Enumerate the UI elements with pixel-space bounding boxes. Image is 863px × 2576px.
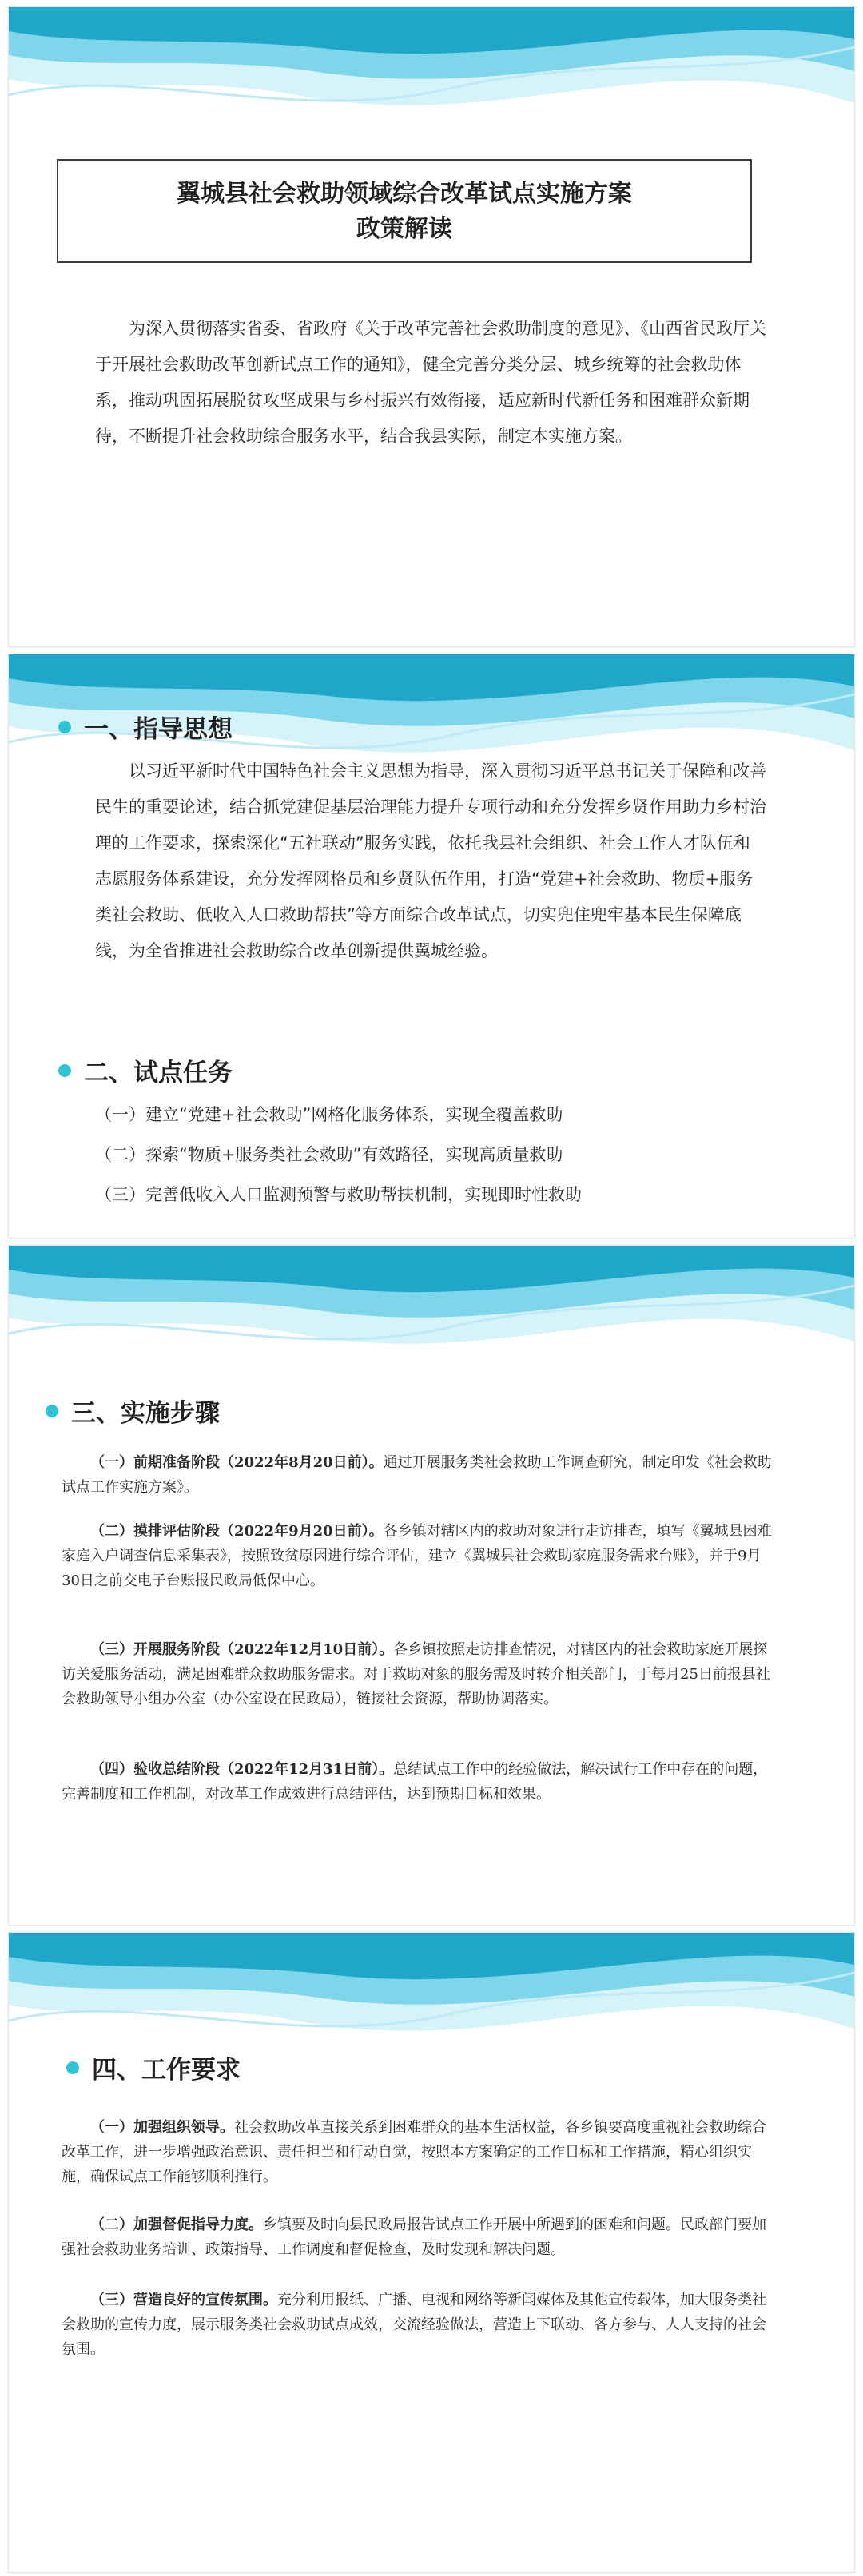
- slide-steps: [8, 1245, 855, 1926]
- task-item-3: （三）完善低收入人口监测预警与救助帮扶机制，实现即时性救助: [95, 1185, 582, 1204]
- wave-banner: [9, 1933, 854, 2053]
- task-item-1: （一）建立“党建+社会救助”网格化服务体系，实现全覆盖救助: [95, 1105, 563, 1124]
- slide-requirements: [8, 1932, 855, 2573]
- slide-intro: [8, 6, 855, 647]
- wave-banner: [9, 1246, 854, 1366]
- title-main: 翼城县社会救助领域综合改革试点实施方案: [177, 180, 632, 208]
- wave-banner: [9, 7, 854, 127]
- section-heading-4: 四、工作要求: [66, 2049, 241, 2085]
- task-item-2: （二）探索“物质+服务类社会救助”有效路径，实现高质量救助: [95, 1145, 563, 1164]
- section-heading-2: 二、试点任务: [58, 1052, 233, 1088]
- step-item-3: （三）开展服务阶段（2022年12月10日前）。各乡镇按照走访排查情况，对辖区内的社会救助家庭开展探访关爱服务活动，满足困难群众救助服务需求。对于救助对象的服务需及时转介相关部门，于每月25日前报县社会救助领导小组办公室（办公室设在民政局），链接社会资源，帮助协调落实。: [62, 1641, 770, 1707]
- slide-guiding: [8, 654, 855, 1238]
- step-item-2: （二）摸排评估阶段（2022年9月20日前）。各乡镇对辖区内的救助对象进行走访排查，填写《翼城县困难家庭入户调查信息采集表》，按照致贫原因进行综合评估，建立《翼城县社会救助家庭服务需求台账》，并于9月30日之前交电子台账报民政局低保中心。: [62, 1523, 772, 1589]
- bullet-dot-icon: [66, 2061, 79, 2074]
- bullet-dot-icon: [46, 1405, 58, 1417]
- requirement-item-2: （二）加强督促指导力度。乡镇要及时向县民政局报告试点工作开展中所遇到的困难和问题。民政部门要加强社会救助业务培训、政策指导、工作调度和督促检查，及时发现和解决问题。: [62, 2216, 766, 2258]
- step-item-1: （一）前期准备阶段（2022年8月20日前）。通过开展服务类社会救助工作调查研究，制定印发《社会救助试点工作实施方案》。: [62, 1454, 772, 1496]
- bullet-dot-icon: [58, 1064, 71, 1077]
- requirement-item-1: （一）加强组织领导。社会救助改革直接关系到困难群众的基本生活权益，各乡镇要高度重视社会救助综合改革工作，进一步增强政治意识、责任担当和行动自觉，按照本方案确定的工作目标和工作措施，精心组织实施，确保试点工作能够顺利推行。: [62, 2119, 766, 2185]
- section-heading-1: 一、指导思想: [58, 709, 233, 745]
- requirement-item-3: （三）营造良好的宣传氛围。充分利用报纸、广播、电视和网络等新闻媒体及其他宣传载体，加大服务类社会救助的宣传力度，展示服务类社会救助试点成效，交流经验做法，营造上下联动、各方参与、人人支持的社会氛围。: [62, 2292, 766, 2358]
- section-heading-3: 三、实施步骤: [46, 1393, 220, 1429]
- intro-paragraph: 为深入贯彻落实省委、省政府《关于改革完善社会救助制度的意见》、《山西省民政厅关于开展社会救助改革创新试点工作的通知》，健全完善分类分层、城乡统筹的社会救助体系，推动巩固拓展脱贫攻坚成果与乡村振兴有效衔接，适应新时代新任务和困难群众新期待，不断提升社会救助综合服务水平，结合我县实际，制定本实施方案。: [95, 319, 766, 446]
- bullet-dot-icon: [58, 721, 71, 733]
- guiding-paragraph: 以习近平新时代中国特色社会主义思想为指导，深入贯彻习近平总书记关于保障和改善民生的重要论述，结合抓党建促基层治理能力提升专项行动和充分发挥乡贤作用助力乡村治理的工作要求，探索深化“五社联动”服务实践，依托我县社会组织、社会工作人才队伍和志愿服务体系建设，充分发挥网格员和乡贤队伍作用，打造“党建+社会救助、物质+服务类社会救助、低收入人口救助帮扶”等方面综合改革试点，切实兜住兜牢基本民生保障底线，为全省推进社会救助综合改革创新提供翼城经验。: [95, 761, 766, 960]
- title-box: [57, 159, 752, 263]
- step-item-4: （四）验收总结阶段（2022年12月31日前）。总结试点工作中的经验做法，解决试行工作中存在的问题，完善制度和工作机制，对改革工作成效进行总结评估，达到预期目标和效果。: [62, 1761, 768, 1803]
- title-sub: 政策解读: [356, 215, 452, 243]
